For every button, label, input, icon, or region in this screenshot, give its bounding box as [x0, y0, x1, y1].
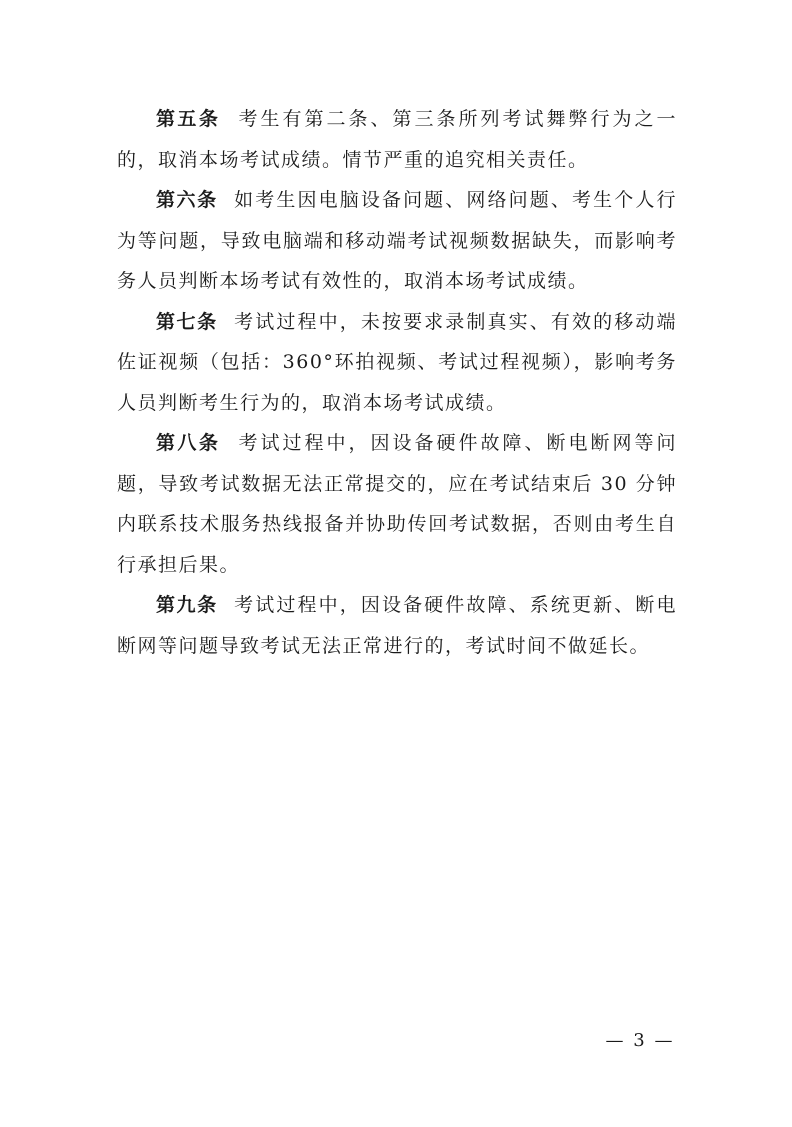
article-number: 第八条: [155, 432, 221, 454]
article-number: 第七条: [155, 310, 218, 333]
document-body: [117, 99, 677, 666]
article-text: 考生有第二条、第三条所列考试舞弊行为之一的，取消本场考试成绩。情节严重的追究相关责任。: [117, 108, 677, 171]
article-6: [117, 180, 677, 302]
article-number: 第五条: [155, 108, 221, 130]
article-text: 如考生因电脑设备问题、网络问题、考生个人行为等问题，导致电脑端和移动端考试视频数据缺失，而影响考务人员判断本场考试有效性的，取消本场考试成绩。: [117, 189, 677, 292]
article-text: 考试过程中，未按要求录制真实、有效的移动端佐证视频（包括：360°环拍视频、考试过程视频），影响考务人员判断考生行为的，取消本场考试成绩。: [117, 310, 677, 414]
article-7: [117, 302, 677, 424]
article-text: 考试过程中，因设备硬件故障、系统更新、断电断网等问题导致考试无法正常进行的，考试时间不做延长。: [117, 594, 677, 657]
article-number: 第九条: [155, 594, 218, 616]
article-8: [117, 423, 677, 585]
article-5: [117, 99, 677, 180]
article-number: 第六条: [155, 189, 218, 211]
page-number: — 3 —: [605, 1030, 675, 1051]
article-9: [117, 585, 677, 666]
article-text: 考试过程中，因设备硬件故障、断电断网等问题，导致考试数据无法正常提交的，应在考试结束后 30 分钟内联系技术服务热线报备并协助传回考试数据，否则由考生自行承担后果。: [117, 432, 677, 576]
